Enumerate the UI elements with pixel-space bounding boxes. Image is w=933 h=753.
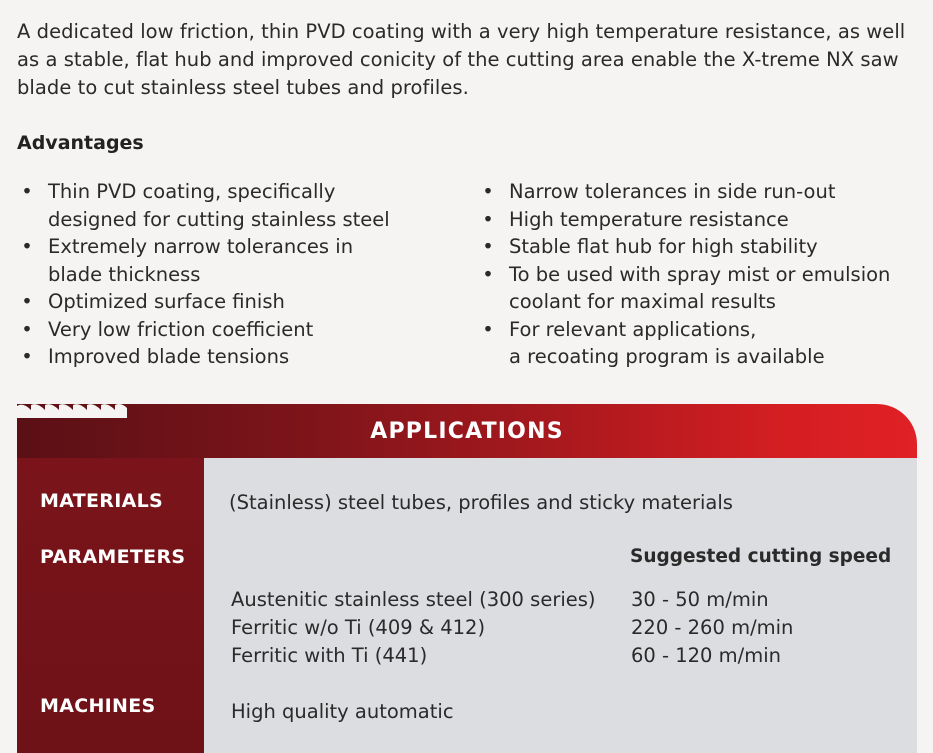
bullet-icon: •: [21, 345, 33, 368]
list-item: [17, 343, 447, 371]
bullet-icon: •: [482, 207, 494, 231]
list-item-text-cont: coolant for maximal results: [509, 290, 776, 313]
parameter-material: Austenitic stainless steel (300 series): [231, 588, 596, 611]
bullet-icon: •: [21, 317, 33, 341]
list-item: [17, 288, 447, 316]
list-item: [478, 261, 928, 316]
list-item-text: To be used with spray mist or emulsion: [509, 262, 891, 286]
list-item-text-cont: designed for cutting stainless steel: [48, 207, 390, 231]
bullet-icon: •: [21, 235, 33, 258]
intro-paragraph: A dedicated low friction, thin PVD coating with a very high temperature resistance, as well as a stable, flat hub and improved conicity of the cutting area enable the X-treme NX saw blade to cut stainless steel tubes and profiles.: [17, 20, 906, 99]
list-item: [478, 233, 928, 261]
parameter-speed: 60 - 120 m/min: [631, 644, 782, 667]
bullet-icon: •: [482, 317, 494, 341]
applications-panel: [17, 404, 917, 753]
parameter-material: Ferritic with Ti (441): [231, 644, 428, 667]
bullet-icon: •: [21, 290, 33, 313]
advantages-heading: Advantages: [17, 132, 144, 154]
list-item-text-cont: blade thickness: [48, 262, 201, 286]
bullet-icon: •: [482, 180, 494, 203]
list-item: [478, 206, 928, 234]
list-item-text: Thin PVD coating, specifically: [48, 180, 336, 203]
cutting-speed-header: Suggested cutting speed: [630, 546, 892, 567]
list-item-text: Very low friction coefficient: [48, 317, 314, 341]
parameters-label: PARAMETERS: [40, 546, 186, 568]
machines-label: MACHINES: [40, 695, 156, 717]
list-item: [478, 178, 928, 206]
parameter-speed: 220 - 260 m/min: [631, 616, 794, 639]
advantages-list-left: [17, 178, 447, 371]
parameter-material: Ferritic w/o Ti (409 & 412): [231, 616, 486, 639]
list-item-text: Stable flat hub for high stability: [509, 235, 818, 258]
parameter-speed: 30 - 50 m/min: [631, 588, 769, 611]
list-item-text: Narrow tolerances in side run-out: [509, 180, 836, 203]
applications-label-column: [17, 458, 204, 753]
bullet-icon: •: [21, 180, 33, 203]
bullet-icon: •: [482, 262, 494, 286]
list-item-text: Extremely narrow tolerances in: [48, 235, 354, 258]
list-item-text: For relevant applications,: [509, 317, 757, 341]
list-item: [17, 233, 447, 288]
list-item-text: Improved blade tensions: [48, 345, 290, 368]
list-item: [478, 316, 928, 371]
materials-label: MATERIALS: [40, 490, 163, 512]
applications-body: [204, 458, 917, 753]
applications-title: APPLICATIONS: [370, 419, 564, 444]
list-item: [17, 316, 447, 344]
materials-value: (Stainless) steel tubes, profiles and sticky materials: [229, 491, 733, 514]
list-item: [17, 178, 447, 233]
machines-value: High quality automatic: [231, 700, 454, 723]
list-item-text: High temperature resistance: [509, 207, 789, 231]
advantages-list-right: [478, 178, 928, 371]
bullet-icon: •: [482, 235, 494, 258]
list-item-text-cont: a recoating program is available: [509, 345, 825, 368]
list-item-text: Optimized surface finish: [48, 290, 285, 313]
